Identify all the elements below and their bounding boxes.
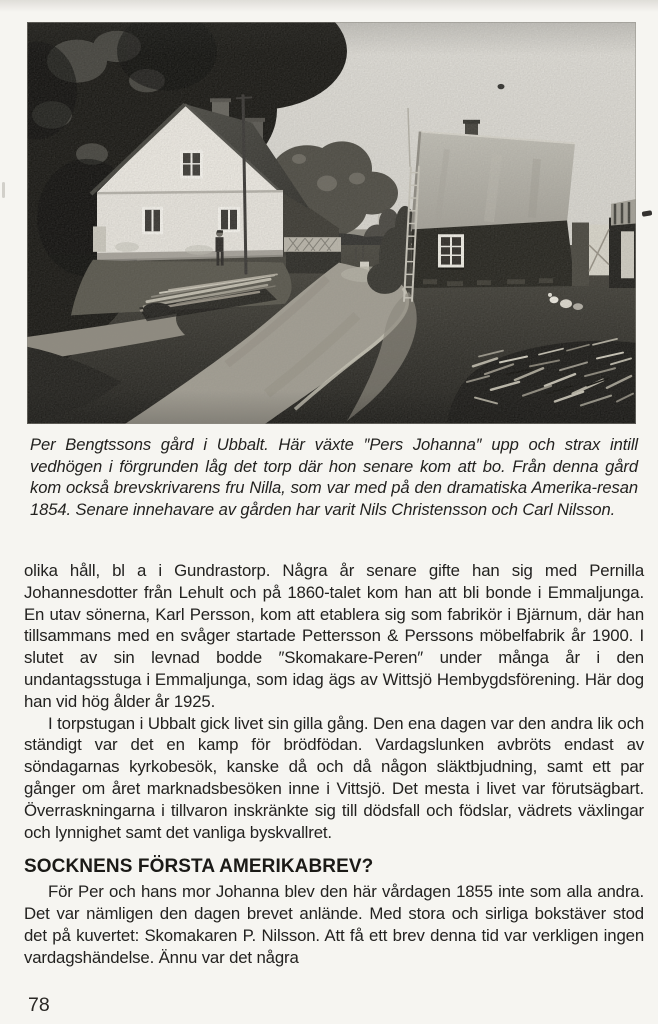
scan-artifact-top	[0, 0, 658, 12]
margin-speck	[642, 210, 653, 217]
farmstead-photograph	[27, 22, 636, 424]
article-body	[24, 560, 644, 968]
film-grain-light	[27, 22, 636, 424]
photo-illustration	[27, 22, 636, 424]
paragraph-3: För Per och hans mor Johanna blev den här vårdagen 1855 inte som alla andra. Det var nämligen den dagen brevet anlände. Med stora och sirliga bokstäver stod det på kuvertet: Skomakaren P. Nilsson. Att få ett brev denna tid var verkligen ingen vardagshändelse. Ännu var det några	[24, 882, 644, 967]
section-heading: SOCKNENS FÖRSTA AMERIKABREV?	[24, 856, 374, 878]
photo-caption: Per Bengtssons gård i Ubbalt. Här växte ″Pers Johanna″ upp och strax intill vedhögen i förgrunden låg det torp där hon senare kom att bo. Från denna gård kom också brevskrivarens fru Nilla, som var med på den dramatiska Amerika-resan 1854. Senare innehavare av gården har varit Nils Christensson och Carl Nilsson.	[30, 435, 638, 519]
margin-speck	[2, 182, 5, 198]
page-number: 78	[28, 994, 50, 1016]
paragraph-1: olika håll, bl a i Gundrastorp. Några år senare gifte han sig med Pernilla Johannesdotter från Lehult och på 1860-talet kom han att bli bonde i Emmaljunga. En utav sönerna, Karl Persson, kom att etablera sig som fabrikör i Bjärnum, där han tillsammans med en svåger startade Pettersson & Perssons möbelfabrik år 1900. I slutet av sin levnad bodde ″Skomakare-Peren″ under många år i den undantagsstuga i Emmaljunga, som idag ägs av Wittsjö Hembygdsförening. Här dog han vid hög ålder år 1925.	[24, 561, 644, 711]
paragraph-2: I torpstugan i Ubbalt gick livet sin gilla gång. Den ena dagen var den andra lik och ständigt var det en kamp för brödfödan. Vardagslunken avbröts endast av söndagarnas kyrkobesök, kanske då och då någon släktbjudning, samt ett par gånger om året marknadsbesöken inne i Vittsjö. Det mesta i livet var förutsägbart. Överraskningarna i tillvaron inskränkte sig till dödsfall och födslar, vädrets växlingar och lynnighet samt det vanliga byskvallret.	[24, 713, 644, 842]
